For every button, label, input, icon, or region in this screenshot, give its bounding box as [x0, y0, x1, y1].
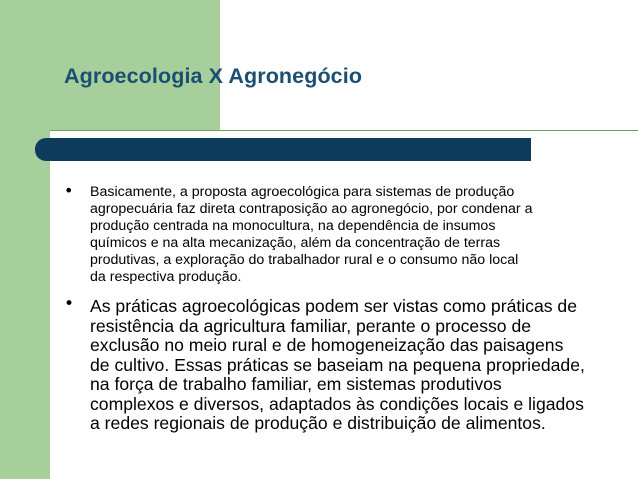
text-line: produção centrada na monocultura, na dependência de insumos	[90, 218, 496, 234]
text-line: Basicamente, a proposta agroecológica para sistemas de produção	[90, 184, 515, 200]
text-line: produtivas, a exploração do trabalhador rural e o consumo não local	[90, 252, 519, 268]
text-line: As práticas agroecológicas podem ser vistas como práticas de	[90, 296, 577, 316]
text-line: complexos e diversos, adaptados às condições locais e ligados	[90, 393, 584, 414]
text-line: resistência da agricultura familiar, perante o processo de	[90, 315, 532, 336]
accent-bar	[35, 138, 531, 161]
header-divider	[50, 130, 638, 131]
text-line: de cultivo. Essas práticas se baseiam na pequena propriedade,	[90, 354, 585, 375]
bullet-marker: •	[64, 294, 75, 314]
text-line: exclusão no meio rural e de homogeneização das paisagens	[90, 335, 564, 355]
text-line: químicos e na alta mecanização, além da concentração de terras	[90, 235, 501, 251]
bullet-marker: •	[64, 181, 74, 200]
text-line: a redes regionais de produção e distribuição de alimentos.	[90, 413, 546, 433]
bullet-text	[90, 184, 610, 286]
text-line: agropecuária faz direta contraposição ao agronegócio, por condenar a	[90, 201, 533, 217]
text-line: na força de trabalho familiar, em sistemas produtivos	[90, 374, 502, 394]
text-line: da respectiva produção.	[90, 269, 242, 285]
slide-title: Agroecologia X Agronegócio	[64, 64, 363, 88]
side-decoration-strip	[0, 0, 50, 479]
bullet-text	[90, 297, 630, 434]
